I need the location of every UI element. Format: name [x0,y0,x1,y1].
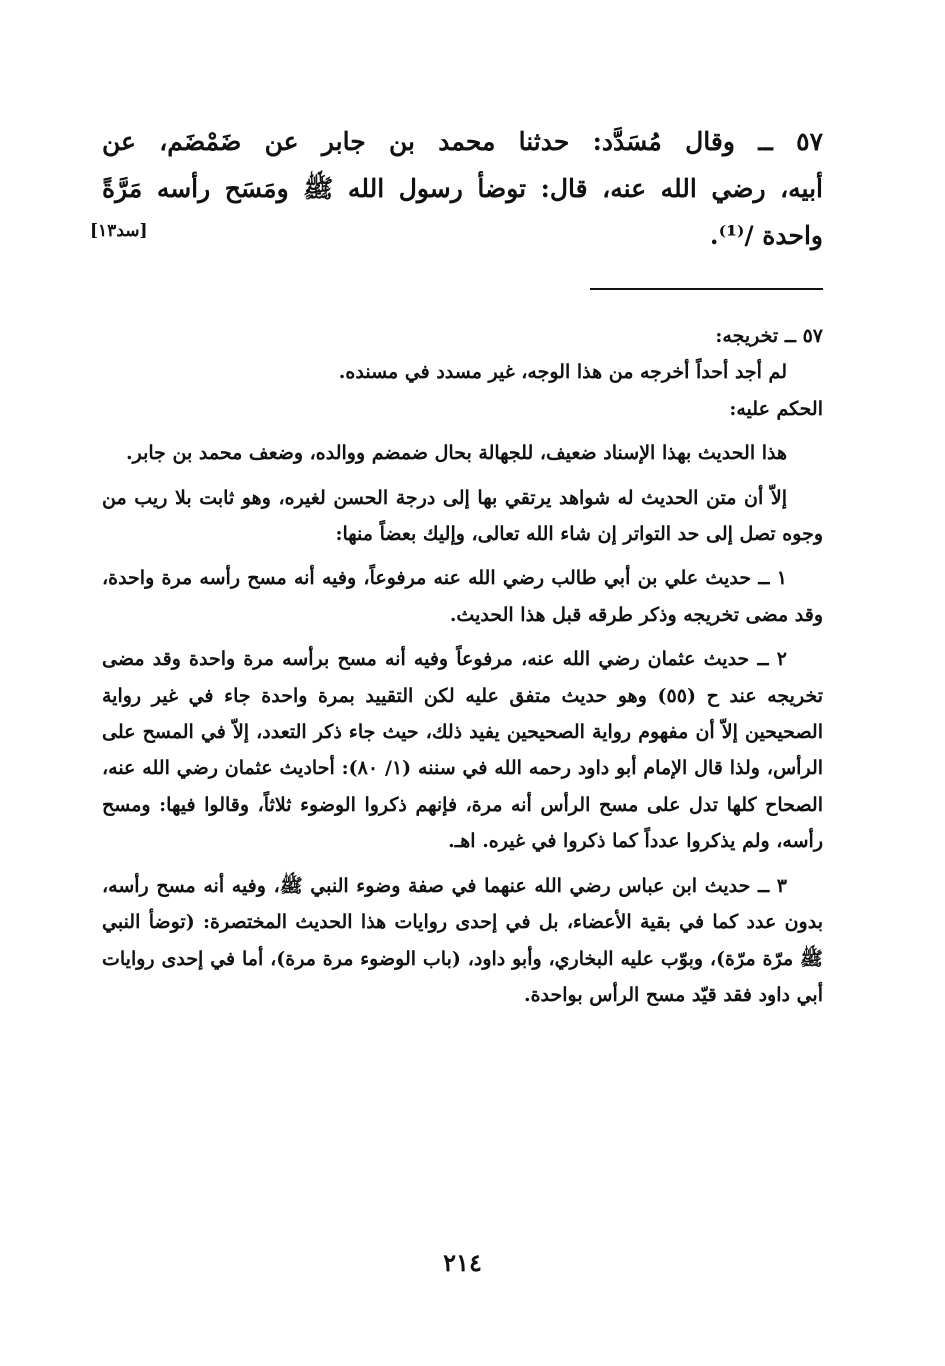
book-page [90,118,824,1366]
hadith-line-3: واحدة /⁽¹⁾. [709,221,823,250]
margin-reference: [سد١٣] [90,221,148,241]
page-number: ٢١٤ [443,1248,482,1277]
shawahid-text: إلاّ أن متن الحديث له شواهد يرتقي بها إلى درجة الحسن لغيره، وهو ثابت بلا ريب من وجوه تصل إلى حد التواتر إن شاء الله تعالى، وإليك بعضاً منها: [102,486,823,546]
hadith-line-1: ٥٧ ــ وقال مُسَدَّد: حدثنا محمد بن جابر عن ضَمْضَم، عن [102,127,823,156]
hadith-text [102,118,823,259]
evidence-item-2: ٢ ــ حديث عثمان رضي الله عنه، مرفوعاً وفيه أنه مسح برأسه مرة واحدة وقد مضى تخريجه عند ح (٥٥) وهو حديث متفق عليه لكن التقييد بمرة واحدة جاء في غير رواية الصحيحين إلاّ أن مفهوم رواية الصحيحين يفيد ذلك، حيث جاء ذكر التعدد، إلاّ في المسح على الرأس، ولذا قال الإمام أبو داود رحمه الله في سننه (١/ ٨٠): أحاديث عثمان رضي الله عنه، الصحاح كلها تدل على مسح الرأس أنه مرة، فإنهم ذكروا الوضوء ثلاثاً، وقالوا فيها: ومسح رأسه، ولم يذكروا عدداً كما ذكروا في غيره. اهـ. [102,648,824,853]
takhrij-text: لم أجد أحداً أخرجه من هذا الوجه، غير مسدد في مسنده. [338,361,787,384]
evidence-item-3: ٣ ــ حديث ابن عباس رضي الله عنهما في صفة وضوء النبي ﷺ، وفيه أنه مسح رأسه، بدون عدد كما في بقية الأعضاء، بل في إحدى روايات هذا الحديث المختصرة: (توضأ النبي ﷺ مرّة مرّة)، وبوّب عليه البخاري، وأبو داود، (باب الوضوء مرة مرة)، أما في إحدى روايات أبي داود فقد قيّد مسح الرأس بواحدة. [102,874,823,1006]
hukm-heading: الحكم عليه: [729,397,823,420]
footnote-divider [590,288,823,290]
evidence-item-1: ١ ــ حديث علي بن أبي طالب رضي الله عنه مرفوعاً، وفيه أنه مسح رأسه مرة واحدة، وقد مضى تخريجه وذكر طرقه قبل هذا الحديث. [102,567,823,626]
hukm-text: هذا الحديث بهذا الإسناد ضعيف، للجهالة بحال ضمضم ووالده، وضعف محمد بن جابر. [126,442,787,465]
takhrij-heading: ٥٧ ــ تخريجه: [715,325,823,347]
hadith-line-2: أبيه، رضي الله عنه، قال: توضأ رسول الله ﷺ ومَسَح رأسه مَرَّةً [102,174,823,203]
footnotes-section [102,318,823,1013]
